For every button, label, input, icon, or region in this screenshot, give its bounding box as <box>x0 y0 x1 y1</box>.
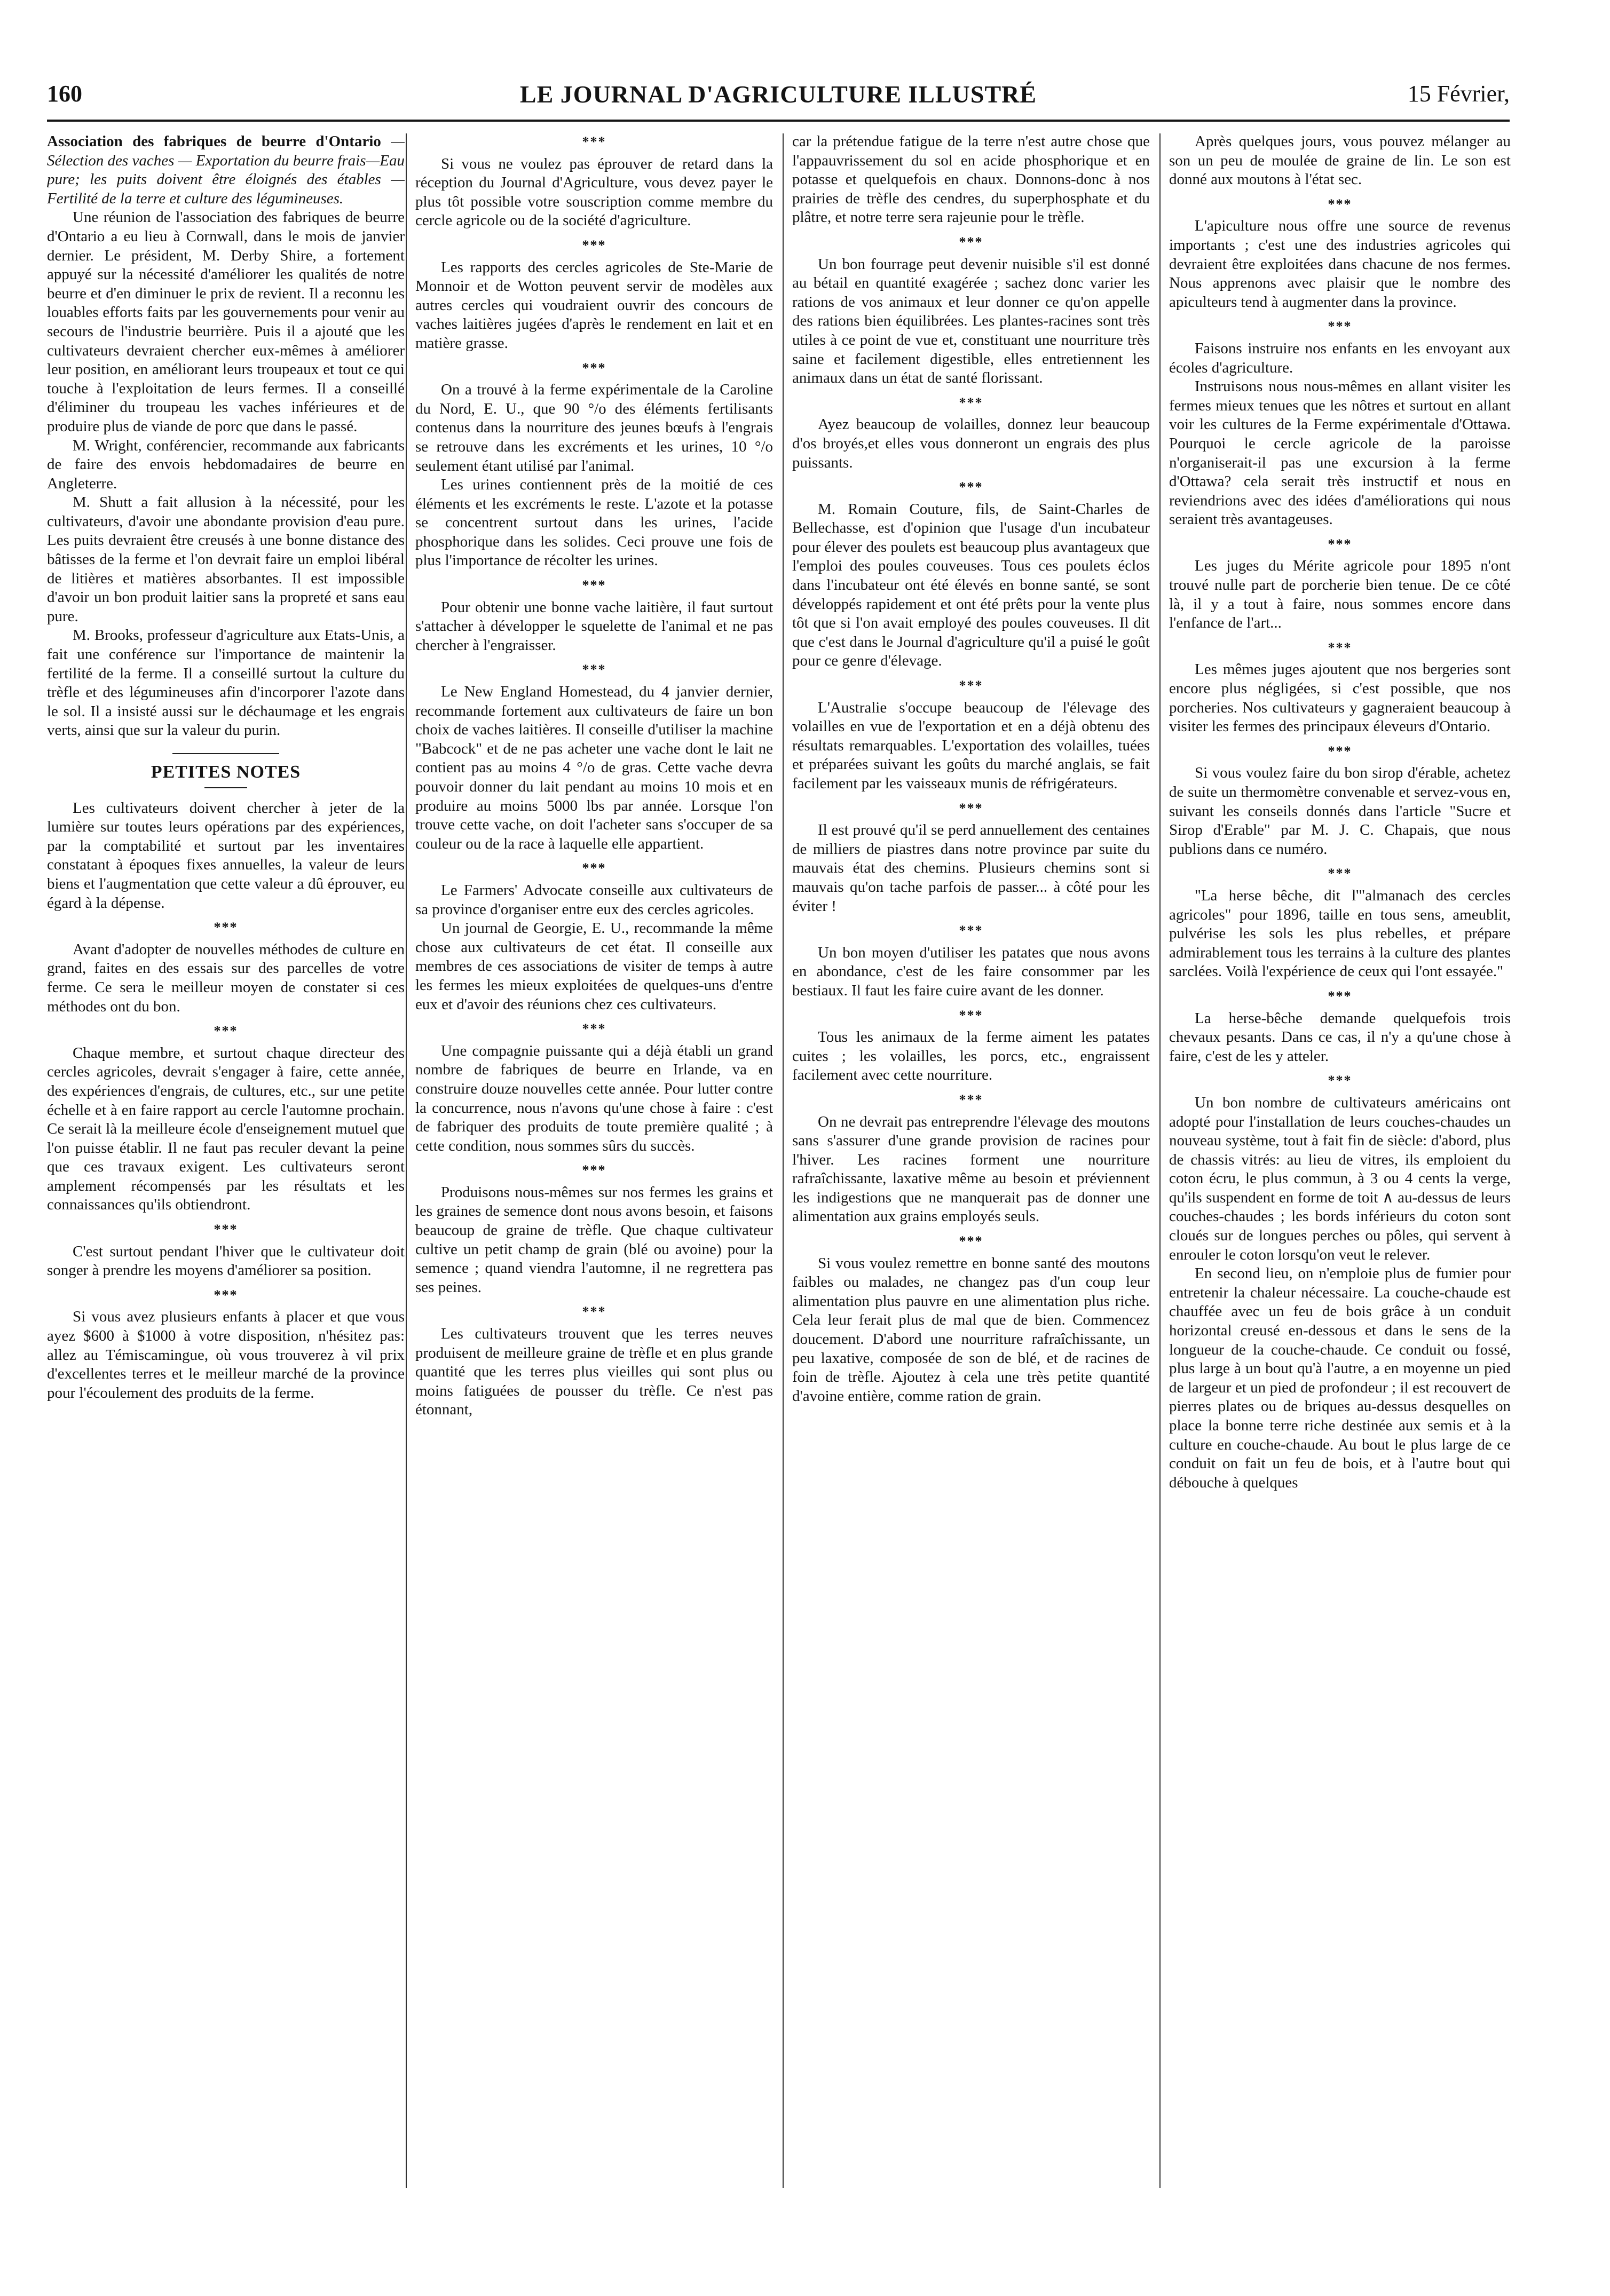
header-rule <box>47 120 1510 122</box>
note: Les juges du Mérite agricole pour 1895 n'ont trouvé nulle part de porcherie bien tenue. De ce côté là, il y a tout à faire, nous sommes encore dans l'enfance de l'art... <box>1169 557 1511 632</box>
column-divider <box>406 133 407 2188</box>
note: Une compagnie puissante qui a déjà établi un grand nombre de fabriques de beurre en Irlande, va en construire douze nouvelles cette année. Pour lutter contre la concurrence, nous n'avons qu'une chose à faire : c'est de fabriquer des produits de toute première qualité ; à cette condition, nous sommes sûrs du succès. <box>415 1042 773 1154</box>
asterism: *** <box>1328 319 1352 335</box>
paragraph: M. Wright, conférencier, recommande aux fabricants de faire des envois hebdomadaires de beurre en Angleterre. <box>47 437 405 492</box>
note: Les cultivateurs doivent chercher à jeter de la lumière sur toutes leurs opérations par des expériences, par la comptabilité et surtout par les inventaires constatant à époques fixes annuelles, la valeur de leurs biens et l'augmentation que cette valeur a dû éprouver, eu égard à la dépense. <box>47 799 405 912</box>
asterism: *** <box>959 1091 983 1107</box>
paragraph: Une réunion de l'association des fabriques de beurre d'Ontario a eu lieu à Cornwall, dans le mois de janvier dernier. Le président, M. Derby Shire, a fortement appuyé sur la nécessité d'améliorer les qualités de notre beurre et d'en diminuer le prix de revient. Il a reconnu les louables efforts faits par les gouvernements pour venir au secours de l'industrie beurrière. Puis il a ajouté que les cultivateurs devraient chercher eux-mêmes à améliorer leur position, en améliorant leurs troupeaux et tout ce qui touche à l'exploitation de leurs fermes. Il a conseillé d'éliminer du troupeau les vaches inférieures et de produire plus de viande de porc que dans le passé. <box>47 209 405 435</box>
note: On ne devrait pas entreprendre l'élevage des moutons sans s'assurer d'une grande provision de racines pour l'hiver. Les racines forment une nourriture rafraîchissante, laxative même au besoin et préviennent les indigestions que ne manquerait pas de donner une alimentation aux grains employés seuls. <box>792 1113 1150 1225</box>
asterism: *** <box>582 134 606 149</box>
page-header <box>47 80 1510 117</box>
note: Les mêmes juges ajoutent que nos bergeries sont encore plus négligées, si c'est possible, que nos porcheries. Nos cultivateurs y gagneraient beaucoup à visiter les fermes des principaux éleveurs d'Ontario. <box>1169 661 1511 735</box>
asterism: *** <box>582 860 606 876</box>
note: Les urines contiennent près de la moitié de ces éléments et les excréments le reste. L'azote et la potasse se concentrent surtout dans les urines, l'acide phosphorique dans les solides. Ceci prouve une fois de plus l'importance de récolter les urines. <box>415 476 773 569</box>
asterism: *** <box>959 479 983 495</box>
note: Un bon moyen d'utiliser les patates que nous avons en abondance, c'est de les faire consommer par les bestiaux. Il faut les faire cuire avant de les donner. <box>792 944 1150 999</box>
asterism: *** <box>1328 866 1352 882</box>
note: Un bon nombre de cultivateurs américains ont adopté pour l'installation de leurs couches-chaudes un nouveau système, tout à fait fin de siècle: d'abord, plus de chassis vitrés: au lieu de vitres, ils emploient du coton écru, le plus commun, à 3 ou 4 cents la verge, qu'ils suspendent en forme de toit ∧ au-dessus de leurs couches-chaudes ; les bords inférieurs du coton sont cloués sur de longues perches ou pôles, qui servent à enrouler le coton lorsqu'on veut le relever. <box>1169 1094 1511 1263</box>
asterism: *** <box>1328 536 1352 552</box>
note: Un bon fourrage peut devenir nuisible s'il est donné au bétail en quantité exagérée ; sachez donc varier les rations de vos animaux et leur donner ce qu'on appelle des rations bien équilibrées. Les plantes-racines sont très utiles à ce point de vue et, constituant une nourriture très saine et facilement digestible, elles entretiennent les animaux dans un état de santé florissant. <box>792 255 1150 387</box>
article-subtitle: — Sélection des vaches — Exportation du beurre frais—Eau pure; les puits doivent être éloignés des étables — Fertilité de la terre et culture des légumineuses. <box>47 133 405 207</box>
asterism: *** <box>582 1021 606 1037</box>
note: "La herse bêche, dit l'"almanach des cercles agricoles" pour 1896, taille en tous sens, ameublit, pulvérise les sols les plus rebelles, et prépare admirablement tous les terrains à la culture des plantes sarclées. Voilà l'expérience de ceux qui l'ont essayée." <box>1169 886 1511 980</box>
column-divider <box>783 133 784 2188</box>
asterism: *** <box>959 1233 983 1249</box>
note: car la prétendue fatigue de la terre n'est autre chose que l'appauvrissement du sol en acide phosphorique et en potasse et quelquefois en chaux. Donnons-donc à nos prairies de trèfle des cendres, du superphosphate et du plâtre, et notre terre sera rajeunie pour le trèfle. <box>792 133 1150 226</box>
page-number: 160 <box>47 81 82 107</box>
asterism: *** <box>214 1222 238 1238</box>
asterism: *** <box>959 800 983 816</box>
asterism: *** <box>582 360 606 376</box>
column-3 <box>792 132 1150 2192</box>
asterism: *** <box>582 1304 606 1320</box>
note: C'est surtout pendant l'hiver que le cultivateur doit songer à prendre les moyens d'améliorer sa position. <box>47 1242 405 1279</box>
note: Un journal de Georgie, E. U., recommande la même chose aux cultivateurs de cet état. Il conseille aux membres de ces associations de visiter de temps à autre les fermes les mieux exploitées de quelques-uns d'entre eux et d'avoir des réunions chez ces cultivateurs. <box>415 920 773 1013</box>
note: Chaque membre, et surtout chaque directeur des cercles agricoles, devrait s'engager à faire, cette année, des expériences d'engrais, de cultures, etc., sur une petite échelle et à en faire rapport au cercle l'automne prochain. Ce serait là la meilleure école d'enseignement mutuel que l'on puisse établir. Il ne faut pas reculer devant la peine que ces travaux exigent. Les cultivateurs seront amplement récompensés par les résultats et les connaissances qu'ils obtiendront. <box>47 1044 405 1214</box>
note: On a trouvé à la ferme expérimentale de la Caroline du Nord, E. U., que 90 °/o des éléments fertilisants contenus dans la nourriture des jeunes bœufs à l'engrais se retrouve dans les excréments et les urines, 10 °/o seulement étant utilisé par l'animal. <box>415 381 773 474</box>
column-4 <box>1169 132 1511 2192</box>
column-divider <box>1159 133 1161 2188</box>
asterism: *** <box>582 662 606 678</box>
asterism: *** <box>1328 743 1352 759</box>
journal-title: LE JOURNAL D'AGRICULTURE ILLUSTRÉ <box>519 81 1037 108</box>
paragraph: M. Shutt a fait allusion à la nécessité, pour les cultivateurs, d'avoir une abondante provision d'eau pure. Les puits devraient être creusés à une bonne distance des bâtisses de la ferme et l'on devrait faire un emploi libéral de litières et matières absorbantes. Il est impossible d'avoir un bon produit laitier sans la propreté et sans eau pure. <box>47 494 405 625</box>
asterism: *** <box>582 577 606 593</box>
article-title: Association des fabriques de beurre d'Ontario <box>47 133 381 150</box>
asterism: *** <box>582 237 606 253</box>
asterism: *** <box>214 1287 238 1303</box>
asterism: *** <box>1328 196 1352 212</box>
section-heading: PETITES NOTES <box>151 762 301 782</box>
note: Le New England Homestead, du 4 janvier dernier, recommande fortement aux cultivateurs de faire un bon choix de vaches laitières. Il conseille d'utiliser la machine "Babcock" et de ne pas acheter une vache dont le lait ne contient pas au moins 4 °/o de gras. Cette vache devra pouvoir donner du lait pendant au moins 10 mois et en produire au moins 5000 lbs par année. Lorsque l'on trouve cette vache, on doit l'acheter sans s'occuper de sa couleur ou de la race à laquelle elle appartient. <box>415 683 773 852</box>
asterism: *** <box>1328 1073 1352 1089</box>
note: Avant d'adopter de nouvelles méthodes de culture en grand, faites en des essais sur des parcelles de votre ferme. Ce sera le meilleur moyen de constater si ces méthodes ont du bon. <box>47 940 405 1015</box>
note: En second lieu, on n'emploie plus de fumier pour entretenir la chaleur nécessaire. La couche-chaude est chauffée avec un feu de bois grâce à un conduit horizontal creusé en-dessous et dans le sens de la longueur de la couche-chaude. Ce conduit ou fossé, plus large à un bout qu'à l'autre, a en moyenne un pied de largeur et un pied de profondeur ; il est recouvert de pierres plates ou de briques au-dessus desquelles on place la bonne terre riche destinée aux semis et à la culture en couche-chaude. Au bout le plus large de ce conduit on fait un feu de bois, et à l'autre bout qui débouche à quelques <box>1169 1265 1511 1491</box>
note: Si vous voulez faire du bon sirop d'érable, achetez de suite un thermomètre convenable et servez-vous en, suivant les conseils donnés dans l'article "Sucre et Sirop d'Erable" par M. J. C. Chapais, que nous publions dans ce numéro. <box>1169 764 1511 858</box>
issue-date: 15 Février, <box>1407 81 1510 107</box>
note: Les cultivateurs trouvent que les terres neuves produisent de meilleure graine de trèfle et en plus grande quantité que les terres plus vieilles qui sont plus ou moins fatiguées de pousser du trèfle. Ce n'est pas étonnant, <box>415 1325 773 1419</box>
asterism: *** <box>959 1007 983 1023</box>
note: La herse-bêche demande quelquefois trois chevaux pesants. Dans ce cas, il n'y a qu'une chose à faire, c'est de les y atteler. <box>1169 1009 1511 1065</box>
asterism: *** <box>214 920 238 936</box>
column-2 <box>415 132 773 2192</box>
note: Produisons nous-mêmes sur nos fermes les grains et les graines de semence dont nous avons besoin, et faisons beaucoup de graine de trèfle. Que chaque cultivateur cultive un petit champ de grain (blé ou avoine) pour la semence ; quand viendra l'automne, il ne regrettera pas ses peines. <box>415 1183 773 1296</box>
note: Instruisons nous nous-mêmes en allant visiter les fermes mieux tenues que les nôtres et surtout en allant voir les cultures de la Ferme expérimentale d'Ottawa. Pourquoi le cercle agricole de la paroisse n'organiserait-il pas une excursion à la ferme d'Ottawa? cela serait très instructif et nous en reviendrions avec des idées d'améliorations qui nous seraient très avantageuses. <box>1169 378 1511 528</box>
note: Les rapports des cercles agricoles de Ste-Marie de Monnoir et de Wotton peuvent servir de modèles aux autres cercles qui voudraient ouvrir des concours de vaches laitières jugées d'après le rendement en lait et en matière grasse. <box>415 258 773 352</box>
asterism: *** <box>959 234 983 250</box>
asterism: *** <box>582 1162 606 1178</box>
section-separator <box>172 753 279 754</box>
column-1 <box>47 132 405 2192</box>
note: Pour obtenir une bonne vache laitière, il faut surtout s'attacher à développer le squelette de l'animal et ne pas chercher à l'engraisser. <box>415 598 773 654</box>
note: Le Farmers' Advocate conseille aux cultivateurs de sa province d'organiser entre eux des cercles agricoles. <box>415 881 773 918</box>
heading-underline <box>204 787 247 788</box>
asterism: *** <box>214 1023 238 1039</box>
asterism: *** <box>1328 988 1352 1004</box>
note: Faisons instruire nos enfants en les envoyant aux écoles d'agriculture. <box>1169 339 1511 376</box>
note: L'Australie s'occupe beaucoup de l'élevage des volailles en vue de l'exportation et en a déjà obtenu des résultats remarquables. L'exportation des volailles, tuées et préparées suivant les goûts du marché anglais, se fait facilement par les vaisseaux munis de réfrigérateurs. <box>792 699 1150 792</box>
asterism: *** <box>959 678 983 694</box>
note: Si vous ne voulez pas éprouver de retard dans la réception du Journal d'Agriculture, vous devez payer le plus tôt possible votre souscription comme membre du cercle agricole ou de la société d'agriculture. <box>415 155 773 229</box>
note: Si vous avez plusieurs enfants à placer et que vous ayez $600 à $1000 à votre disposition, n'hésitez pas: allez au Témiscamingue, où vous trouverez à vil prix d'excellentes terres et le meilleur marché de la province pour l'écoulement des produits de la ferme. <box>47 1308 405 1402</box>
note: Ayez beaucoup de volailles, donnez leur beaucoup d'os broyés,et elles vous donneront un engrais des plus puissants. <box>792 416 1150 471</box>
asterism: *** <box>959 394 983 410</box>
article-heading <box>47 132 405 208</box>
asterism: *** <box>959 923 983 939</box>
note: Après quelques jours, vous pouvez mélanger au son un peu de moulée de graine de lin. Le son est donné aux moutons à l'état sec. <box>1169 133 1511 188</box>
note: Il est prouvé qu'il se perd annuellement des centaines de milliers de piastres dans notre province par suite du mauvais état des chemins. Plusieurs chemins sont si mauvais qu'on tache parfois de passer... à côté pour les éviter ! <box>792 821 1150 915</box>
note: L'apiculture nous offre une source de revenus importants ; c'est une des industries agricoles qui devraient être exploitées dans chacune de nos fermes. Nous apprenons avec plaisir que le nombre des apiculteurs tend à augmenter dans la province. <box>1169 217 1511 311</box>
note: Tous les animaux de la ferme aiment les patates cuites ; les volailles, les porcs, etc., engraissent facilement avec cette nourriture. <box>792 1028 1150 1084</box>
note: Si vous voulez remettre en bonne santé des moutons faibles ou malades, ne changez pas d'un coup leur alimentation plus pauvre en une alimentation plus riche. Cela leur ferait plus de mal que de bien. Commencez doucement. D'abord une nourriture rafraîchissante, un peu laxative, composée de son de blé, et de racines de foin de trèfle. Ajoutez à cela une très petite quantité d'avoine entière, comme ration de grain. <box>792 1254 1150 1405</box>
asterism: *** <box>1328 639 1352 655</box>
note: M. Romain Couture, fils, de Saint-Charles de Bellechasse, est d'opinion que l'usage d'un incubateur pour élever des poulets est beaucoup plus avantageux que l'emploi des poules couveuses. Tous ces poulets éclos dans l'incubateur ont été élevés en bonne santé, se sont développés rapidement et ont été prêts pour la vente plus tôt que si l'on avait employé des poules couveuses. Il dit que c'est dans le Journal d'agriculture qu'il a puisé le goût pour ce genre d'élevage. <box>792 500 1150 670</box>
paragraph: M. Brooks, professeur d'agriculture aux Etats-Unis, a fait une conférence sur l'importance de maintenir la fertilité de la ferme. Il a conseillé surtout la culture du trèfle et des légumineuses afin d'incorporer l'azote dans le sol. Il a insisté aussi sur le déchaumage et les engrais verts, ainsi que sur la valeur du purin. <box>47 627 405 739</box>
